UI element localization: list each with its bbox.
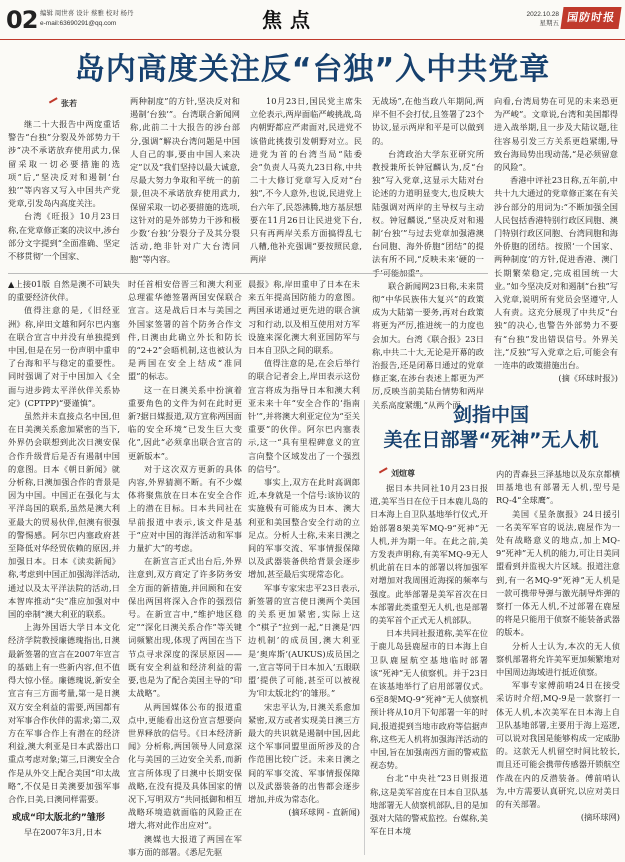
paragraph: 值得注意的是,《旧经亚洲》称,岸田文雄和阿尔巴内塞在联合宣言中并没有单独提到中国,但是在另一份声明中重申了台海和平与稳定的重要性。同时强调了对于中国加入《全面与进步跨太平洋伙伴关系协定》(CPTPP)“要谨慎”。 (8, 305, 120, 408)
paragraph: ▲上接01版 自然是澳不可缺失的重要经济伙伴。 (8, 279, 120, 303)
paragraph: 军事专家傅前哨24日在接受采访时介绍,MQ-9是一款察打一体无人机,本次美军在日本海上自卫队基地部署,主要用于海上巡逻,可以说对我国是能够构成一定威胁的。这款无人机留空时间比较长,而且还可能会携带传感器开锁航空作战在内的反潜装备。傅前哨认为,中方需要认真研究,以应对美日的有关部署。 (496, 680, 620, 810)
article1-byline (50, 98, 77, 109)
page-header (0, 0, 625, 40)
article1-col1b (8, 278, 120, 854)
paragraph: 美国《星条旗报》24日援引一名美军军官的说法,鹿屋作为一处有战略意义的地点,加上MQ-9“死神”无人机的能力,可让日美同盟看到并监视大片区域。报道注意到,有一名MQ-9“死神”无人机是一款可携带导弹与激光制导炸弹的察打一体无人机,不过部署在鹿屋的将是只能用于侦察不能装备武器的版本。 (496, 508, 620, 638)
article2-author: 刘煊尊 (391, 469, 415, 478)
main-headline: 岛内高度关注反“台独”入中共党章 (74, 52, 551, 87)
section-title: 焦点 (262, 8, 318, 32)
article2-headline-block (362, 400, 620, 465)
pen-icon (379, 467, 390, 478)
paragraph: 这一在日澳关系中扮演着重要角色的文件为何在此时更新?据日媒报道,双方宣称两国面临的安全环境“已发生巨大变化”,因此“必须拿出联合宣言的更新版本”。 (128, 384, 242, 461)
paragraph: 晨报》称,岸田重申了日本在未来五年提高国防能力的意图。两国承诺通过更先进的联合演习和行动,以及相互使用对方军设施来深化澳大利亚国防军与日本自卫队之间的联系。 (248, 279, 360, 356)
article1-col3 (250, 95, 362, 271)
paragraph: 早在2007年3月,日本 (24, 827, 102, 838)
paragraph: 据日本共同社10月23日报道,美军当日在位于日本鹿儿岛的日本海上自卫队基地举行仪式,开始部署8架美军MQ-9“死神”无人机,并为期一年。在此之前,美方发表声明称,有美军MQ-9无人机此前在日本的部署以将加强军对增加对我周围近海探的频率与强度。此举部署是美军首次在日本部署此类重型无人机,也是部署的美军首个正式无人机部队。 (370, 483, 488, 626)
issue-weekday: 星期五 (539, 20, 559, 27)
page-number: 02 (6, 6, 38, 34)
article1-col2b (128, 278, 242, 857)
article1-col5 (494, 95, 618, 395)
subheading: 或成“印太版北约”雏形 (12, 813, 105, 824)
paragraph: 台湾政治大学东亚研究所教授兼所长钟冠麟认为,反“台独”写入党章,这显示大陆对台论述的力道明显变大,也反映大陆强调对两岸的主导权与主动权。钟冠麟说,“坚决反对和遏制‘台独’”与过去党章加强港澳台同胞、海外侨胞“团结”的提法有所不同,“反映未来‘硬的一 (372, 148, 484, 265)
paragraph: 军事专家宋忠平23日表示,新签署的宣言使日澳两个美国的关系更加紧密,实际上这个“棋子”拉到一起,“日澳是‘四边机制’的成员国,澳大利亚是‘奥库斯’(AUKUS)成员国之一,宣言等同于日本加入‘五眼联盟’提供了可能,甚至可以被视为‘印太版北约’的雏形。” (248, 582, 360, 699)
paragraph: 无战场”,在他当政八年期间,两岸不但不会打仗,且签署了23个协议,显示两岸和平是可以做到的。 (372, 96, 484, 146)
source-credit: (摘《环球时报》) (558, 373, 618, 384)
editorial-credits (40, 9, 134, 29)
article1-col3b (248, 278, 360, 854)
pen-icon (49, 97, 60, 108)
article2-headline-line2: 美在日部署“死神”无人机 (383, 429, 599, 451)
article1-author: 张若 (61, 99, 77, 108)
paragraph: 香港中评社23日称,五年前,中共十九大通过的党章修正案在有关涉台部分的用词为:“不断加强全国人民包括香港特别行政区同胞、澳门特别行政区同胞、台湾同胞和海外侨胞的团结。按照‘一个国家、两种制度’的方针,促进香港、澳门长期繁荣稳定,完成祖国统一大业。”如今坚决反对和遏制“台独”写入党章,说明所有党员会坚遵守,人人有责。这充分展现了中共反“台独”的决心,也警告外部势力不要有“台独”发出错误信号。外界关注,“反独”写入党章之后,可能会有一连串的政策措施出台。 (494, 175, 618, 371)
paragraph: 向看,台湾局势在可见的未来恐更为严峻”。文章说,台湾和美国都得进入战举期,且一步及大陆议题,往往容易引发三方关系更趋紧绷,导致台海局势出现动荡,“是必须留意的风险”。 (494, 96, 618, 173)
source-credit: (摘环球网) (580, 812, 620, 823)
article2-col1 (370, 482, 488, 854)
email-line: e-mail:63690291@qq.com (40, 20, 117, 27)
article2-byline (380, 468, 415, 479)
article2-headline-line1: 剑指中国 (452, 404, 529, 426)
paragraph: 联合新闻网23日称,未来贯彻“中华民族伟大复兴”的政策成为大陆第一要务,再对台政策将更为严厉,推进统一的力度也会加大。台湾《联合报》23日称,中共二十大,无论是开幕的政治报告,还是闭幕日通过的党章修正案,在涉台表述上都更为严厉,反映当前美陆台情势和两岸关系高度紧绷,“从两个面 (372, 280, 484, 410)
article1-col2 (130, 95, 240, 271)
paragraph: 台北“中央社”23日则报道称,这是美军首度在日本自卫队基地部署无人侦察机部队,目的是加强对大陆的警戒监控。台媒称,美军在日本境 (370, 773, 488, 837)
paragraph: 对于这次双方更新的具体内容,外界猜测不断。有不少媒体将聚焦放在日本在安全合作上的潜在目标。日本共同社在早前报道中表示,该文件是基于“应对中国的海洋活动和军事力量扩大”的考虑。 (128, 463, 242, 554)
paragraph: 宋忠平认为,日澳关系愈加紧密,双方或者实现美日澳三方最大的共识就是遏制中国,因此这个军事同盟里面所涉及的合作范围比较广泛。未来日澳之间的军事交流、军事情报保障以及武器装备的出售都会逐步增加,并成为常态化。 (248, 701, 360, 804)
paragraph: 继二十大报告中两度重话警告“台独”分裂及外部势力干涉“决不承诺放弃使用武力,保留采取一切必要措施的选项”后,“坚决反对和遏制‘台独’”等内容又写入中国共产党党章,引发岛内高度关注。 (8, 119, 120, 209)
article2-col2 (496, 468, 620, 854)
paragraph: 事实上,双方在此时高调郎近,本身就是一个信号:该协议的实施极有可能成为日本、澳大利亚和美国整合安全行动的立足点。分析人士称,未来日澳之间的军事交流、军事情报保障以及武器装备供给背景会逐步增加,甚至最后实现常态化。 (248, 477, 360, 580)
editor-line: 编辑 周世喜 设计 蔡雅 校对 杨丹 (40, 10, 134, 17)
article1-col1 (8, 118, 120, 270)
paragraph: 上海外国语大学日本文化经济学院教授廉德瑰指出,日澳最新签署的宣言在2007年宣言的基础上有一些新内容,但不值得大惊小怪。廉德瑰说,新安全宣言有三方面考量,第一是日澳双方安全利益的需要,两国都有对军事合作伙伴的需求;第二,双方在军事合作上有潜在的经济利益,澳大利亚是日本武器出口重点考虑对象;第三,日澳安全合作是从外交上配合美国“印太战略”,不仅是日美澳要加强军事合作,日美,日澳同样需要。 (8, 622, 120, 804)
paragraph: 内的青森县三泽基地以及东京都横田基地也有部署无人机,型号是RQ-4“全球鹰”。 (496, 469, 620, 506)
paragraph: 分析人士认为,本次的无人侦察机部署将允许美军更加频繁地对中国周边海域进行抵近侦察。 (496, 640, 620, 678)
issue-date: 2022.10.28 (526, 11, 559, 18)
source-credit: (摘环球网 - 直新闻) (288, 807, 360, 818)
paragraph: 两种制度”的方针,坚决反对和遏制‘台独’”。台湾联合新闻网称,此前二十大报告的涉台部分,强调“解决台湾问题是中国人自己的事,要由中国人来决定”以及“我们坚持以最大诚意,尽最大努力争取和平统一的前景,但决不承诺放弃使用武力,保留采取一切必要措施的选项,这针对的是外部势力干涉和极少数‘台独’分裂分子及其分裂活动,绝非针对广大台湾同胞”等内容。 (130, 96, 240, 265)
paragraph: 从两国媒体公布的报道重点中,更能看出这份宣言想要向世界释放的信号。《日本经济新闻》分析称,两国领导人同意深化与美国的三边安全关系,而新宣言所体现了日澳中长期安保战略,在没有提及具体国家的情况下,写明双方“共同抵御和相互战略环境造就面临的风险正在增大,将对此作出应对”。 (128, 701, 242, 831)
paragraph: 虽然并未直接点名中国,但在日美澳关系愈加紧密的当下,外界仍会联想到此次日澳安保合作升级背后是否有遏制中国的意图。日本《朝日新闻》就分析称,日澳加强合作的背景是因为中国。中国正在强化与太平洋岛国的联系,虽然是澳大利亚最大的贸易伙伴,但澳有很强的警惕感。阿尔巴内塞政府甚至降低对华经贸依赖的原因,并加强日本。日本《读卖新闻》称,考虑到中国正加强海洋活动,通过以及太平洋法院的活动,日本智库推动“尖”准应加强对中国的牵制“澳大利亚的联系。 (8, 411, 120, 620)
paragraph: 时任首相安倍晋三和澳大利亚总理霍华德签署两国安保联合宣言。这是战后日本与美国之外国家签署的首个防务合作文件,日澳由此确立外长和防长的“2+2”会晤机制,这也被认为是两国在安全上结成“准同盟”的标志。 (128, 279, 242, 382)
masthead-logo: 国防时报 (560, 7, 621, 29)
paragraph: 在新宣言正式出台后,外界注意到,双方商定了许多防务安全方面的新措施,并回顾和在安保出两国将深入合作的强烈信号。在新宣言中,“维护地区稳定”“深化日澳关系合作”等关键词频繁出现,体现了两国在当下节点寻求深度的深层原因——既有安全利益和经济利益的需要,也是为了配合美国主导的“印太战略”。 (128, 556, 242, 699)
section-divider (8, 273, 488, 274)
column-divider (364, 400, 365, 855)
paragraph: 10月23日,国民党主席朱立伦表示,两岸面临严峻挑战,岛内朝野都应严肃面对,民进党不该借此挑拨引发朝野对立。民进党为首的台湾当局“陆委会”负责人马英九23日称,中共二十大修订党章写入反对“台独”,不今人意外,也说,民进党上台六年了,民怨沸腾,地方基层想要在11月26日让民进党下台,只有再两岸关系方面搞得乱七八糟,他补充强调“要按照民意,两岸 (250, 96, 362, 265)
paragraph: 台湾《旺报》10月23日称,在党章修正案的决议中,涉台部分文字提到“全面准确、坚定不移贯彻‘一个国家、 (8, 211, 120, 262)
article1-col4 (372, 95, 484, 410)
paragraph: 值得注意的是,在会后举行的联合记者会上,岸田表示这份宣言将成为指导日本和澳大利亚未来十年“安全合作的‘指南针’”,并将澳大利亚定位为“至关重要”的伙伴。阿尔巴内塞表示,这一“具有里程碑意义的宣言向整个区域发出了一个强烈的信号”。 (248, 358, 360, 474)
paragraph: 日本共同社报道称,美军在位于鹿儿岛县鹿屋市的日本海上自卫队鹿屋航空基地临时部署该“死神”无人侦察机。并于23日在该基地举行了启用部署仪式。6至8架MQ-9“死神”无人侦察机预计将从10月下旬部署一年的时间,报道提到当地市政府等信据声称,这些无人机将加强海洋活动的中国,旨在加强南西方面的警戒监视态势。 (370, 628, 488, 771)
issue-date-block (513, 10, 559, 28)
paragraph: 澳媒也大报道了两国在军事方面的部署。《悉尼先驱 (128, 833, 242, 857)
